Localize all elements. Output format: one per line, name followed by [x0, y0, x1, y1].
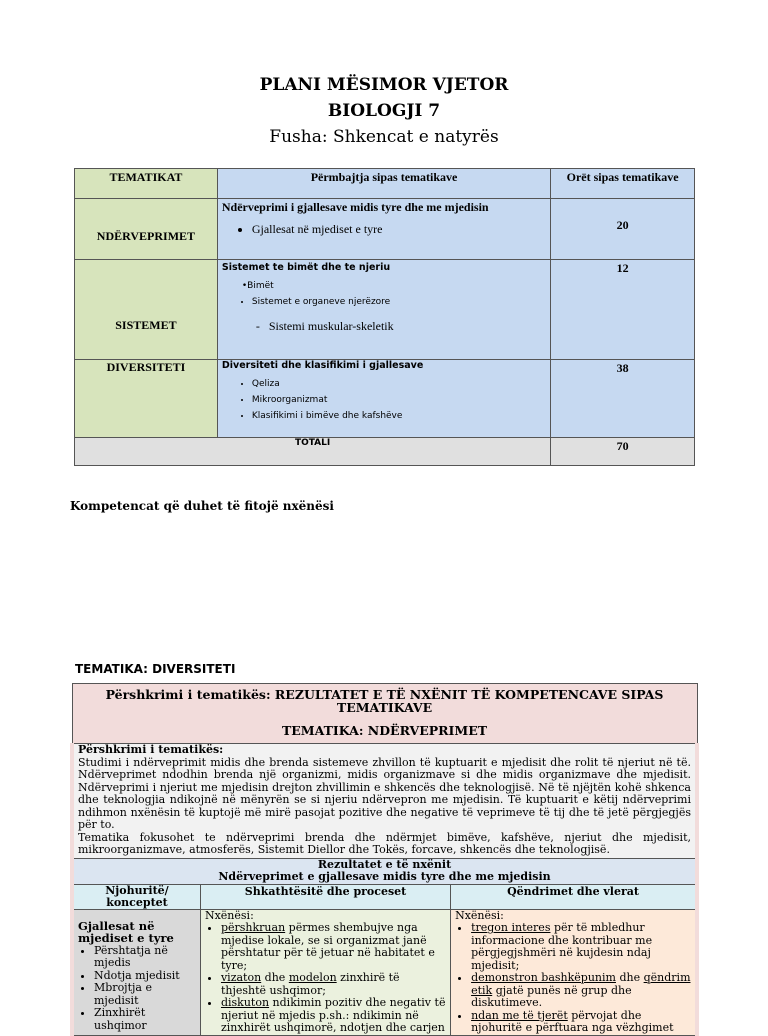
theme-nderveprimet: NDËRVEPRIMET: [75, 199, 218, 260]
theme-sistemet: SISTEMET: [75, 260, 218, 360]
col-hours-header: Orët sipas tematikave: [551, 169, 695, 199]
skills-cell: Nxënësi: • përshkruan përmes shembujve nga mjedise lokale, se si organizmat janë përshtatur për të jetuar në habitatet e tyre; • vizaton dhe modelon zinxhirë të thjeshtë ushqimor; • diskuton ndikimin pozitiv dhe negativ të njeriut në mjedis p.sh.: ndikimin në zinxhirët ushqimorë, ndotjen dhe carjen: [200, 909, 450, 1035]
learning-outcomes-table: [70, 683, 699, 1036]
list-item: • tregon interes për të mbledhur informacione dhe kontribuar me përgjegjshmëri në kujdesin ndaj mjedisit;: [471, 922, 691, 972]
total-hours: 70: [551, 438, 695, 466]
content-nderveprimet: Ndërveprimi i gjallesave midis tyre dhe me mjedisin • Gjallesat në mjediset e tyre: [217, 199, 550, 260]
list-item: • diskuton ndikimin pozitiv dhe negativ të njeriut në mjedis p.sh.: ndikimin në zinxhirët ushqimorë, ndotjen dhe carjen: [221, 997, 446, 1035]
subject-title: BIOLOGJI 7: [327, 101, 441, 121]
col-content-header: Përmbajtja sipas tematikave: [217, 169, 550, 199]
list-item: • Mbrojtja e mjedisit: [94, 982, 196, 1007]
hours-nderveprimet: 20: [551, 199, 695, 260]
list-item: • Qeliza: [252, 379, 550, 389]
col-knowledge-header: Njohuritë/ konceptet: [72, 884, 200, 909]
description-cell: Përshkrimi i tematikës: Studimi i ndërveprimit midis dhe brenda sistemeve zhvillon të kuptuarit e mjedisit dhe rolit të njeriut në të. Ndërveprimet ndodhin brenda një organizmi, midis organizmave si dhe midis organizmave dhe mjedisit. Ndërveprimi i njeriut me mjedisin drejton zhvillimin e shkencës dhe teknologjisë. Në të njëjtën kohë shkenca dhe teknologjia ndikojnë në mënyrën se si njeriu ndërvepron me mjedisin. Të kuptuarit e këtij ndërveprimi ndihmon nxënësin të kuptojë më mirë pasojat pozitive dhe negative të veprimeve të tij dhe të jetë përgjegjës për to. Tematika fokusohet te ndërveprimi brenda dhe ndërmjet bimëve, kafshëve, njeriut dhe mjedisit, mikroorganizmave, atmosferës, Sistemit Diellor dhe Tokës, forcave, shkencës dhe teknologjisë.: [72, 744, 697, 859]
themes-hours-table: [74, 168, 695, 466]
list-item: • demonstron bashkëpunim dhe qëndrim etik gjatë punës në grup dhe diskutimeve.: [471, 972, 691, 1010]
field-subtitle: Fusha: Shkencat e natyrës: [269, 127, 499, 147]
results-header: Rezultatet e të nxënit Ndërveprimet e gjallesave midis tyre dhe me mjedisin: [72, 858, 697, 884]
list-item: •Bimët: [241, 281, 274, 291]
document-title: PLANI MËSIMOR VJETOR: [259, 75, 509, 95]
col-themes-header: TEMATIKAT: [75, 169, 218, 199]
tematika-heading: TEMATIKA: DIVERSITETI: [75, 662, 236, 676]
theme-diversiteti: DIVERSITETI: [75, 360, 218, 438]
col-skills-header: Shkathtësitë dhe proceset: [200, 884, 450, 909]
knowledge-cell: Gjallesat në mjediset e tyre • Përshtatja në mjedis • Ndotja mjedisit • Mbrojtja e mjedisit • Zinxhirët ushqimor: [72, 909, 200, 1035]
hours-diversiteti: 38: [551, 360, 695, 438]
list-item: • Klasifikimi i bimëve dhe kafshëve: [252, 411, 550, 421]
attitudes-cell: Nxënësi: • tregon interes për të mbledhur informacione dhe kontribuar me përgjegjshmëri në kujdesin ndaj mjedisit; • demonstron bashkëpunim dhe qëndrim etik gjatë punës në grup dhe diskutimeve. • ndan me të tjerët përvojat dhe njohuritë e përftuara nga vëzhgimet: [451, 909, 697, 1035]
table-title-cell: Përshkrimi i tematikës: REZULTATET E TË NXËNIT TË KOMPETENCAVE SIPAS TEMATIKAVE TEMATIKA: NDËRVEPRIMET: [72, 684, 697, 744]
col-attitudes-header: Qëndrimet dhe vlerat: [451, 884, 697, 909]
list-item: • vizaton dhe modelon zinxhirë të thjeshtë ushqimor;: [221, 972, 446, 997]
list-item: • Përshtatja në mjedis: [94, 945, 196, 970]
list-item: • Zinxhirët ushqimor: [94, 1007, 196, 1032]
list-item: - Sistemi muskular-skeletik: [255, 319, 394, 333]
list-item: • Sistemet e organeve njerëzore: [252, 297, 550, 307]
content-diversiteti: Diversiteti dhe klasifikimi i gjallesave • Qeliza • Mikroorganizmat • Klasifikimi i bimëve dhe kafshëve: [217, 360, 550, 438]
list-item: • Gjallesat në mjediset e tyre: [252, 222, 550, 237]
list-item: • Mikroorganizmat: [252, 395, 550, 405]
content-sistemet: Sistemet te bimët dhe te njeriu •Bimët • Sistemet e organeve njerëzore - Sistemi muskular-skeletik: [217, 260, 550, 360]
hours-sistemet: 12: [551, 260, 695, 360]
total-label: TOTALI: [75, 438, 551, 466]
list-item: • përshkruan përmes shembujve nga mjedise lokale, se si organizmat janë përshtatur për të jetuar në habitatet e tyre;: [221, 922, 446, 972]
list-item: • Ndotja mjedisit: [94, 970, 196, 983]
competences-heading: Kompetencat që duhet të fitojë nxënësi: [70, 499, 334, 513]
list-item: • ndan me të tjerët përvojat dhe njohuritë e përftuara nga vëzhgimet: [471, 1010, 691, 1035]
